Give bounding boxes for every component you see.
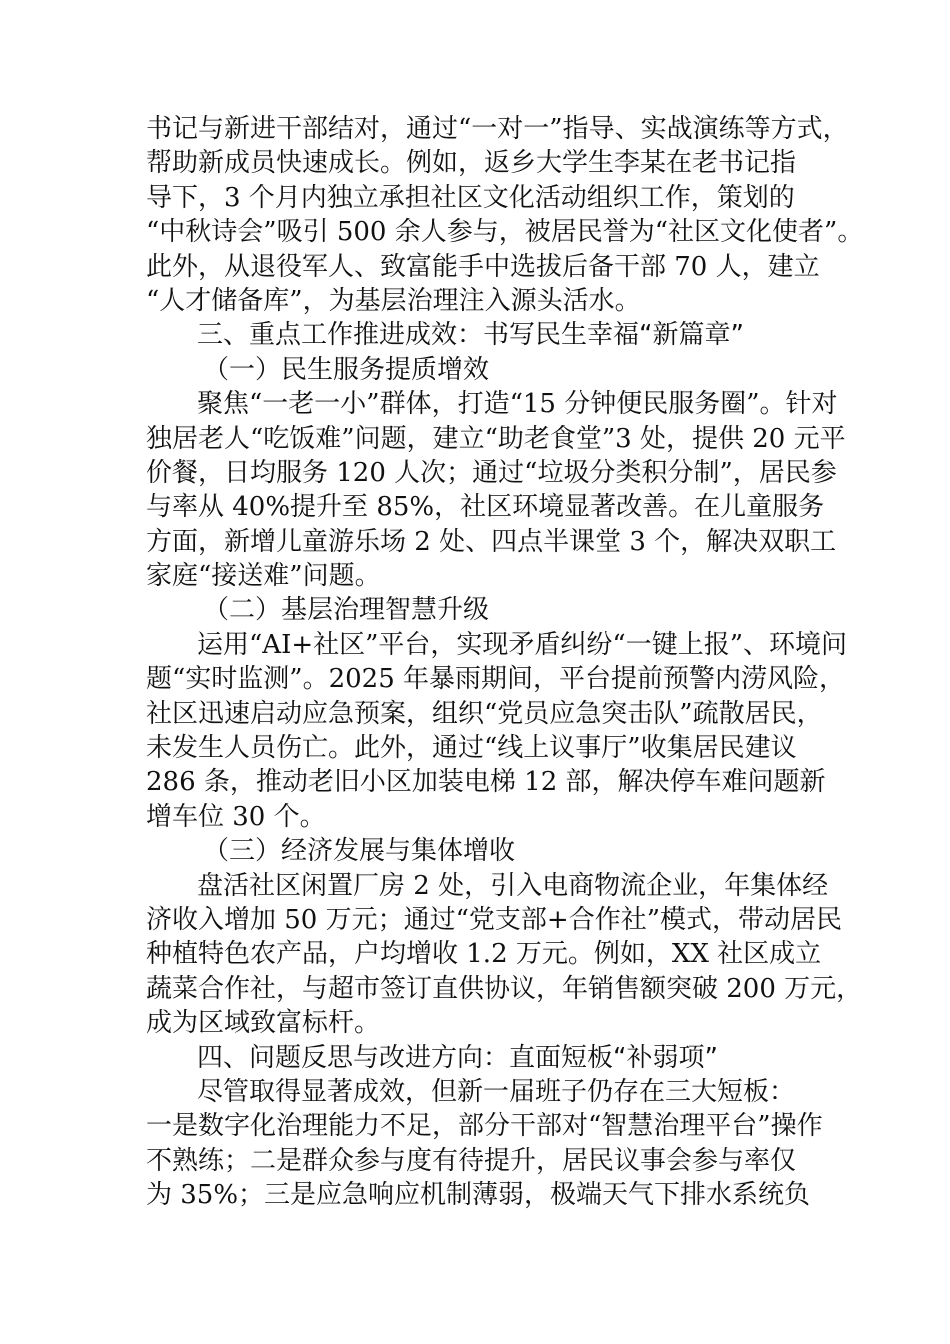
paragraph-first-line: 聚焦“一老一小”群体，打造“15 分钟便民服务圈”。针对	[197, 389, 838, 420]
document-page	[146, 112, 864, 1213]
body-line: 与率从 40%提升至 85%，社区环境显著改善。在儿童服务	[146, 492, 825, 523]
body-line: 286 条，推动老旧小区加装电梯 12 部，解决停车难问题新	[146, 767, 826, 798]
subsection-heading: （二）基层治理智慧升级	[203, 595, 490, 626]
section-heading: 三、重点工作推进成效：书写民生幸福“新篇章”	[197, 320, 744, 351]
body-line: “中秋诗会”吸引 500 余人参与，被居民誉为“社区文化使者”。	[146, 217, 864, 248]
body-line: 家庭“接送难”问题。	[146, 561, 381, 592]
body-line: 帮助新成员快速成长。例如，返乡大学生李某在老书记指	[146, 148, 797, 179]
body-line: 社区迅速启动应急预案，组织“党员应急突击队”疏散居民，	[146, 698, 823, 729]
body-line: 种植特色农产品，户均增收 1.2 万元。例如，XX 社区成立	[146, 939, 822, 970]
body-line: 一是数字化治理能力不足，部分干部对“智慧治理平台”操作	[146, 1111, 823, 1142]
body-line: 为 35%；三是应急响应机制薄弱，极端天气下排水系统负	[146, 1180, 811, 1211]
body-line: 不熟练；二是群众参与度有待提升，居民议事会参与率仅	[146, 1145, 797, 1176]
paragraph-first-line: 尽管取得显著成效，但新一届班子仍存在三大短板：	[197, 1076, 796, 1107]
section-heading: 四、问题反思与改进方向：直面短板“补弱项”	[197, 1042, 718, 1073]
body-line: 独居老人“吃饭难”问题，建立“助老食堂”3 处，提供 20 元平	[146, 423, 846, 454]
body-line: 未发生人员伤亡。此外，通过“线上议事厅”收集居民建议	[146, 733, 797, 764]
body-line: 价餐，日均服务 120 人次；通过“垃圾分类积分制”，居民参	[146, 457, 837, 488]
body-line: 此外，从退役军人、致富能手中选拔后备干部 70 人，建立	[146, 251, 820, 282]
body-line: 济收入增加 50 万元；通过“党支部+合作社”模式，带动居民	[146, 904, 842, 935]
body-line: 书记与新进干部结对，通过“一对一”指导、实战演练等方式，	[146, 114, 849, 144]
subsection-heading: （三）经济发展与集体增收	[203, 836, 516, 867]
body-line: 导下，3 个月内独立承担社区文化活动组织工作，策划的	[146, 182, 795, 213]
body-line: 蔬菜合作社，与超市签订直供协议，年销售额突破 200 万元，	[146, 973, 863, 1004]
paragraph-first-line: 盘活社区闲置厂房 2 处，引入电商物流企业，年集体经	[197, 870, 829, 901]
body-line: 成为区域致富标杆。	[146, 1008, 381, 1039]
paragraph-first-line: 运用“AI+社区”平台，实现矛盾纠纷“一键上报”、环境问	[197, 629, 848, 660]
body-line: 增车位 30 个。	[146, 801, 326, 832]
body-line: 题“实时监测”。2025 年暴雨期间，平台提前预警内涝风险，	[146, 664, 846, 695]
body-line: “人才储备库”，为基层治理注入源头活水。	[146, 285, 641, 316]
body-line: 方面，新增儿童游乐场 2 处、四点半课堂 3 个，解决双职工	[146, 526, 837, 557]
subsection-heading: （一）民生服务提质增效	[203, 354, 490, 385]
